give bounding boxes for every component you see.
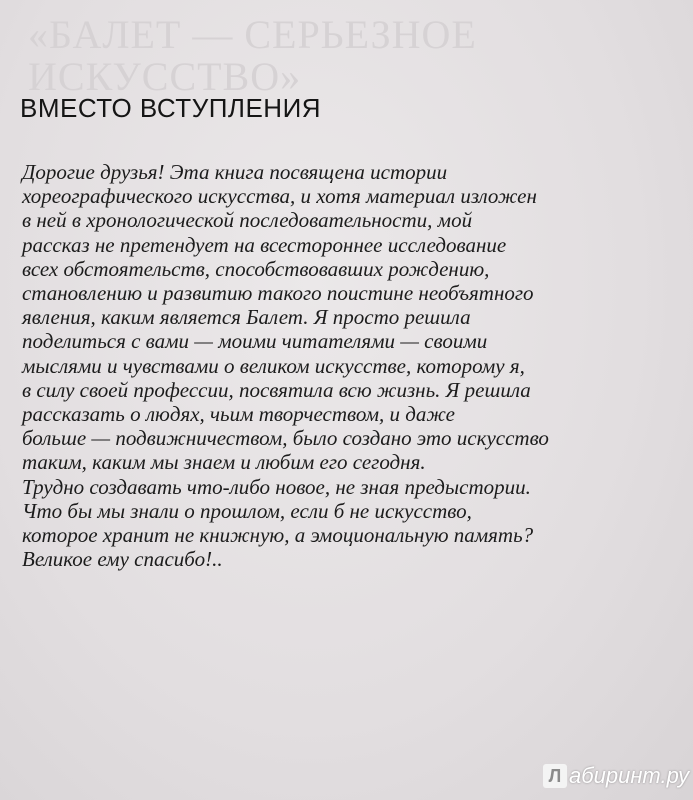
paragraph-line: Дорогие друзья! Эта книга посвящена истории <box>22 160 448 184</box>
previous-section-title: «БАЛЕТ — СЕРЬЕЗНОЕ ИСКУССТВО» <box>28 12 477 99</box>
paragraph-line: Что бы мы знали о прошлом, если б не искусство, <box>22 498 472 523</box>
paragraph-line: больше — подвижничеством, было создано это искусство <box>22 426 549 451</box>
paragraph-line: в силу своей профессии, посвятила всю жизнь. Я решила <box>22 377 531 402</box>
paragraph-line: Великое ему спасибо!.. <box>22 547 223 572</box>
paragraph-line: Трудно создавать что-либо новое, не зная предыстории. <box>22 474 531 499</box>
paragraph-line: всех обстоятельств, способствовавших рождению, <box>22 256 490 281</box>
intro-paragraph <box>22 160 682 571</box>
labirint-logo-icon: Л <box>543 764 567 788</box>
page-heading: ВМЕСТО ВСТУПЛЕНИЯ <box>20 93 322 123</box>
labirint-logo-text: абиринт.ру <box>569 763 690 788</box>
paragraph-line: рассказать о людях, чьим творчеством, и даже <box>22 402 455 427</box>
paragraph-line: хореографического искусства, и хотя материал изложен <box>22 184 537 209</box>
paragraph-line: таким, каким мы знаем и любим его сегодня. <box>22 450 426 475</box>
paragraph-line: мыслями и чувствами о великом искусстве, которому я, <box>22 353 525 378</box>
labirint-watermark-logo <box>543 763 689 789</box>
paragraph-line: явления, каким является Балет. Я просто решила <box>22 305 471 330</box>
paragraph-line: становлению и развитию такого поистине необъятного <box>22 281 534 306</box>
paragraph-line: поделиться с вами — моими читателями — своими <box>22 329 488 354</box>
paragraph-line: рассказ не претендует на всестороннее исследование <box>22 232 507 257</box>
paragraph-line: в ней в хронологической последовательности, мой <box>22 208 473 233</box>
paragraph-line: которое хранит не книжную, а эмоциональную память? <box>22 523 534 548</box>
